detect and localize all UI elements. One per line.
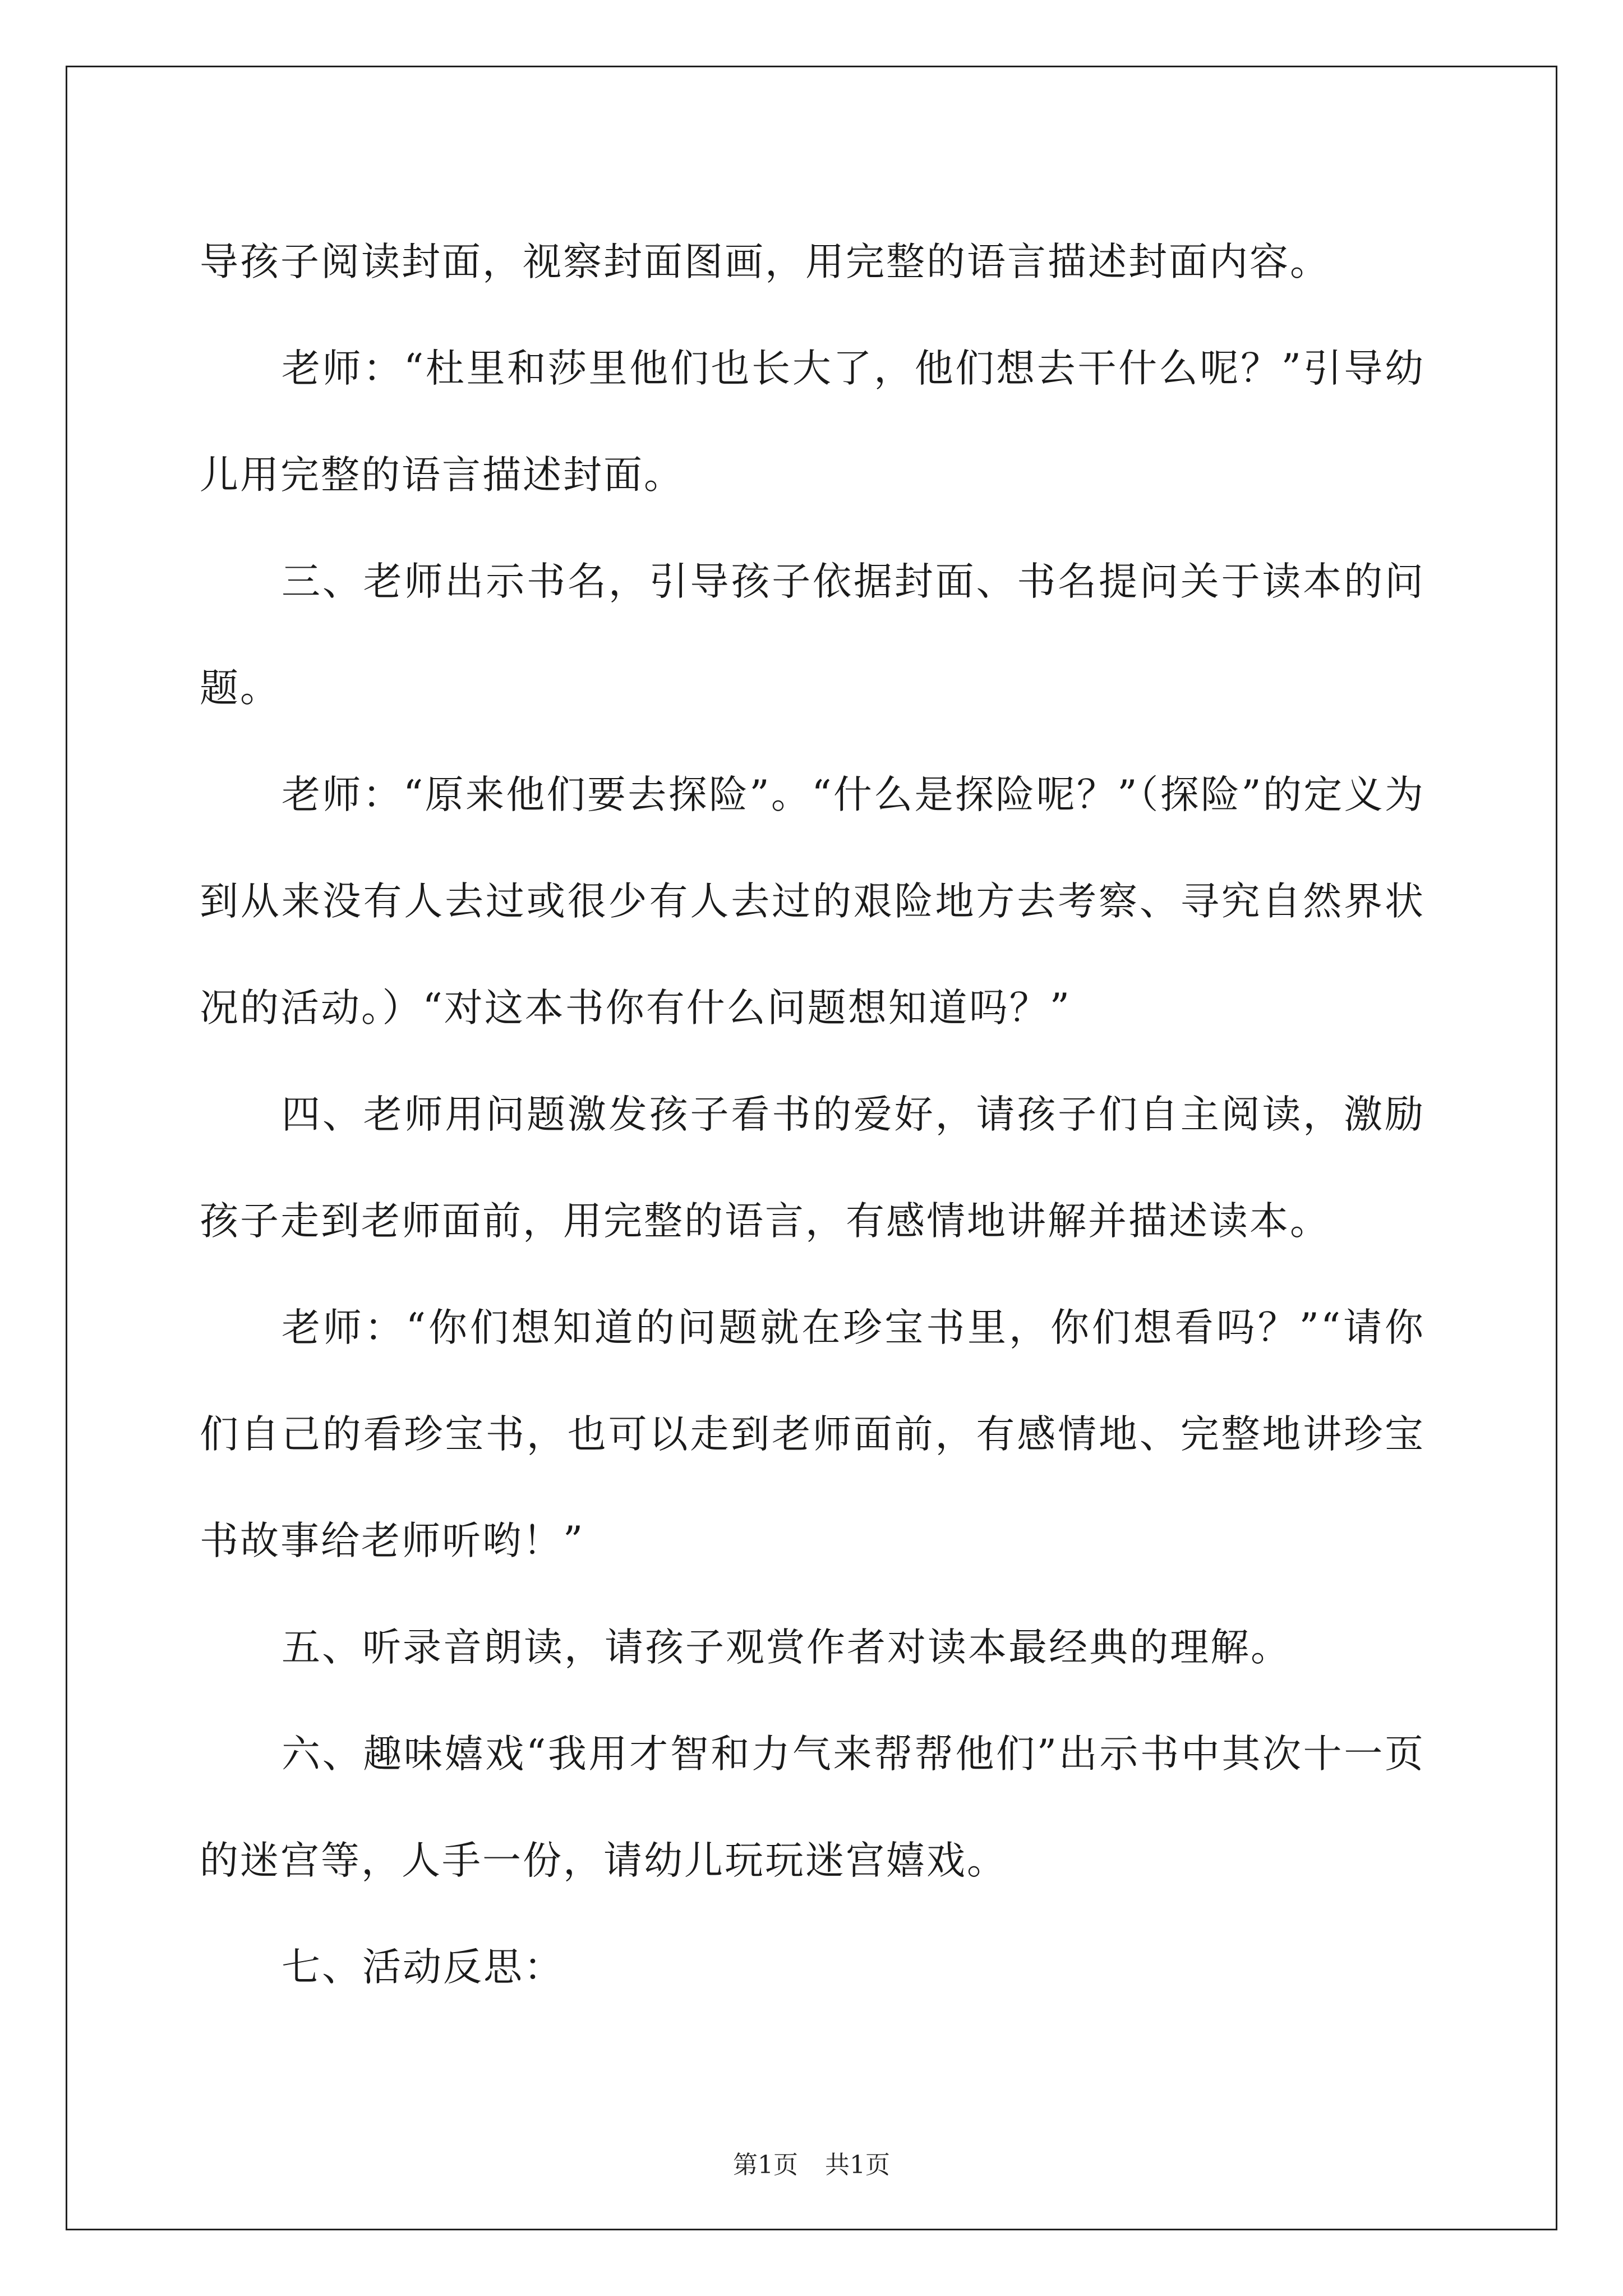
document-body	[200, 209, 1425, 2021]
paragraph-3: 三、老师出示书名，引导孩子依据封面、书名提问关于读本的问题。	[200, 559, 1425, 711]
paragraph-2: 老师：“杜里和莎里他们也长大了，他们想去干什么呢？”引导幼儿用完整的语言描述封面。	[200, 346, 1425, 498]
paragraph-5: 四、老师用问题激发孩子看书的爱好，请孩子们自主阅读，激励孩子走到老师面前，用完整的语言，有感情地讲解并描述读本。	[200, 1092, 1425, 1244]
paragraph-4: 老师：“原来他们要去探险”。“什么是探险呢？”（探险”的定义为到从来没有人去过或很少有人去过的艰险地方去考察、寻究自然界状况的活动。）“对这本书你有什么问题想知道吗？”	[200, 772, 1425, 1030]
page-footer	[0, 2148, 1623, 2182]
paragraph-7: 五、听录音朗读，请孩子观赏作者对读本最经典的理解。	[282, 1625, 1291, 1670]
paragraph-9: 七、活动反思：	[282, 1945, 564, 1990]
paragraph-8: 六、趣味嬉戏“我用才智和力气来帮帮他们”出示书中其次十一页的迷宫等，人手一份，请幼儿玩玩迷宫嬉戏。	[200, 1732, 1425, 1883]
paragraph-1: 导孩子阅读封面，视察封面图画，用完整的语言描述封面内容。	[200, 240, 1330, 284]
paragraph-6: 老师：“你们想知道的问题就在珍宝书里，你们想看吗？”“请你们自己的看珍宝书，也可以走到老师面前，有感情地、完整地讲珍宝书故事给老师听哟！”	[200, 1305, 1425, 1563]
page-number-current: 第1页	[733, 2151, 798, 2179]
page-number-total: 共1页	[825, 2151, 890, 2179]
